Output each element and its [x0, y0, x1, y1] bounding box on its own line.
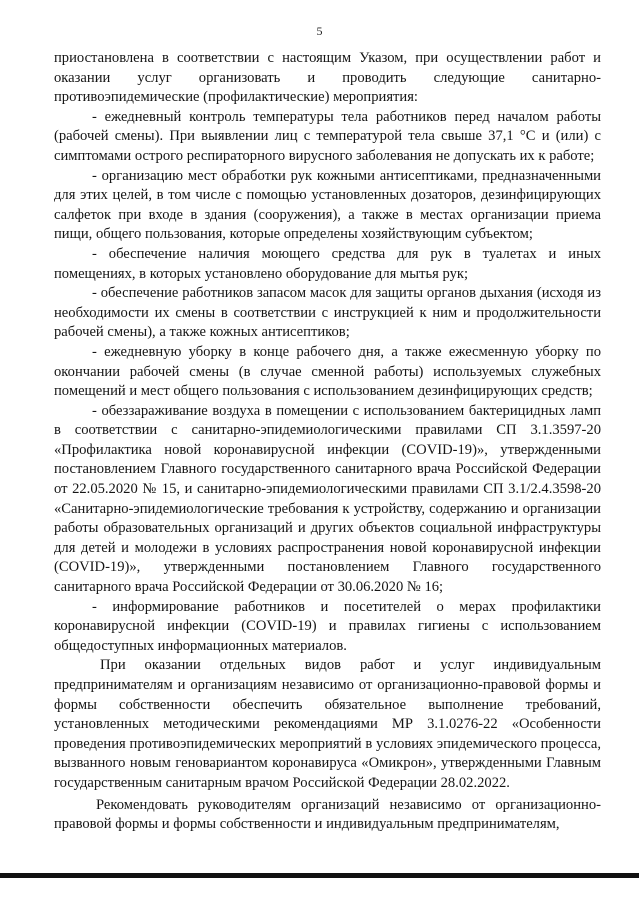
list-item-hand-soap: - обеспечение наличия моющего средства для рук в туалетах и иных помещениях, в которых установлено оборудование для мытья рук; [54, 245, 601, 282]
paragraph-recommendation: Рекомендовать руководителям организаций независимо от организационно-правовой формы и формы собственности и индивидуальным предпринимателям, [54, 796, 601, 833]
paragraph-services-requirements: При оказании отдельных видов работ и услуг индивидуальным предпринимателям и организациям независимо от организационно-правовой формы и формы собственности обеспечить обязательное выполнение требований, установленных методическими рекомендациями МР 3.1.0276-22 «Особенности проведения противоэпидемических мероприятий в условиях эпидемического процесса, вызванного новым геновариантом коронавируса «Омикрон», утвержденными Главным государственным санитарным врачом Российской Федерации 28.02.2022. [54, 657, 601, 791]
list-item-masks-supply: - обеспечение работников запасом масок для защиты органов дыхания (исходя из необходимости их смены в соответствии с инструкцией к ним и продолжительности рабочей смены), а также кожных антисептиков; [54, 285, 601, 341]
list-item-temperature-control: - ежедневный контроль температуры тела работников перед началом работы (рабочей смены). При выявлении лиц с температурой тела свыше 37,1 °С и (или) с симптомами острого респираторного вирусного заболевания не допускать их к работе; [54, 108, 601, 164]
page-number: 5 [316, 24, 323, 38]
list-item-informing: - информирование работников и посетителей о мерах профилактики коронавирусной инфекции (COVID-19) и правилах гигиены с использованием общедоступных информационных материалов. [54, 598, 601, 654]
list-item-hand-antiseptic-stations: - организацию мест обработки рук кожными антисептиками, предназначенными для этих целей, в том числе с помощью установленных дозаторов, дезинфицирующих салфеток при входе в здания (сооружения), а также в местах организации приема пищи, общего пользования, которые определены хозяйствующим субъектом; [54, 167, 601, 243]
paragraph-intro: приостановлена в соответствии с настоящим Указом, при осуществлении работ и оказании услуг организовать и проводить следующие санитарно-противоэпидемические (профилактические) мероприятия: [54, 50, 601, 106]
scan-bottom-border [0, 873, 639, 878]
document-body [54, 49, 601, 835]
list-item-air-disinfection: - обеззараживание воздуха в помещении с использованием бактерицидных ламп в соответствии с санитарно-эпидемиологическими правилами СП 3.1.3597-20 «Профилактика новой коронавирусной инфекции (COVID-19)», утвержденными постановлением Главного государственного санитарного врача Российской Федерации от 22.05.2020 № 15, и санитарно-эпидемиологическими правилами СП 3.1/2.4.3598-20 «Санитарно-эпидемиологические требования к устройству, содержанию и организации работы образовательных организаций и других объектов социальной инфраструктуры для детей и молодежи в условиях распространения новой коронавирусной инфекции (COVID-19)», утвержденными постановлением Главного государственного санитарного врача Российской Федерации от 30.06.2020 № 16; [54, 402, 601, 596]
list-item-daily-cleaning: - ежедневную уборку в конце рабочего дня, а также ежесменную уборку по окончании рабочей смены (в случае сменной работы) используемых служебных помещений и мест общего пользования с использованием дезинфицирующих средств; [54, 343, 601, 400]
